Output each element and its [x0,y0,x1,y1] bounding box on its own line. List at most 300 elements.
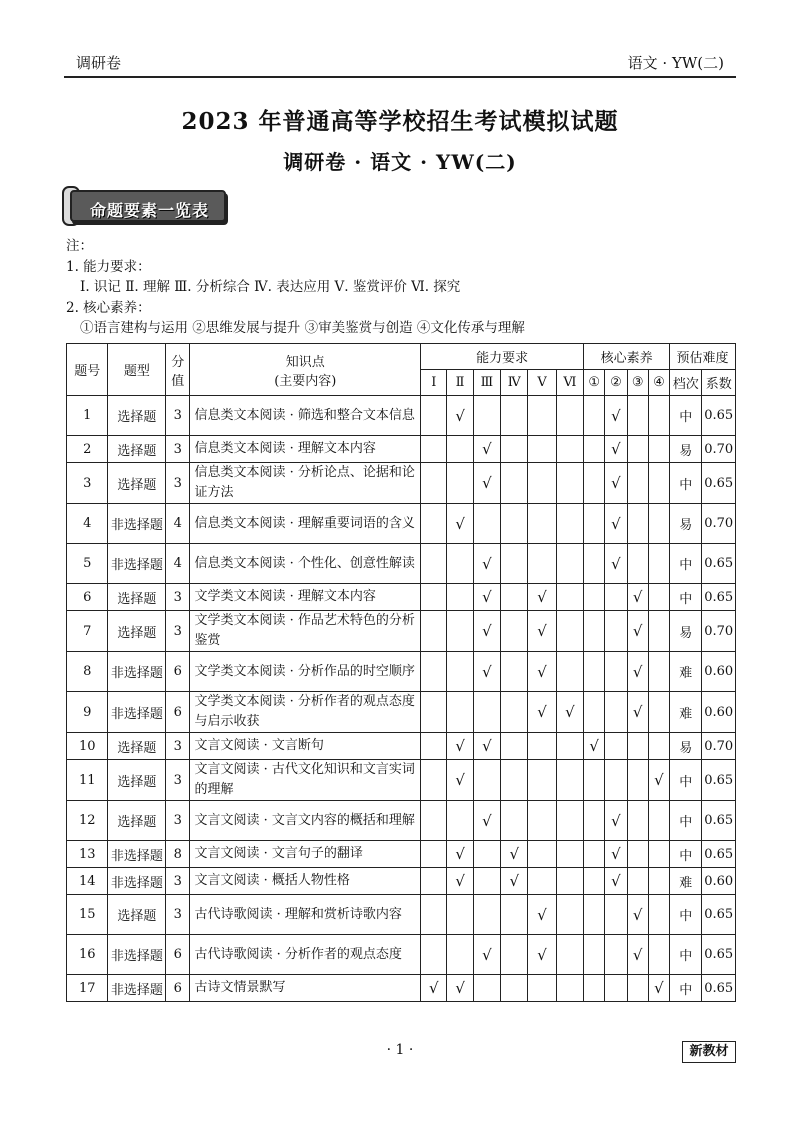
core-cell [627,975,648,1002]
difficulty-level: 中 [670,801,702,841]
banner-box [70,190,226,222]
core-check-mark: √ [627,895,648,935]
ability-cell [473,975,500,1002]
note-core-heading: 2. 核心素养： [66,299,151,316]
question-type: 选择题 [108,760,166,801]
difficulty-level: 难 [670,868,702,895]
header-knowledge-title: 知识点 [285,354,325,370]
question-number: 14 [67,868,108,895]
ability-cell [528,463,556,504]
difficulty-coefficient: 0.70 [702,733,736,760]
core-cell [584,463,605,504]
core-check-mark: √ [605,868,627,895]
question-number: 12 [67,801,108,841]
question-type: 选择题 [108,895,166,935]
question-type: 选择题 [108,733,166,760]
core-cell [605,733,627,760]
table-row [67,975,736,1002]
ability-check-mark: √ [556,692,583,733]
table-row [67,733,736,760]
ability-cell [421,935,447,975]
table-row [67,584,736,611]
question-number: 9 [67,692,108,733]
ability-cell [556,504,583,544]
question-score: 6 [166,975,190,1002]
question-score: 3 [166,584,190,611]
ability-cell [528,841,556,868]
question-type: 非选择题 [108,692,166,733]
table-row [67,868,736,895]
question-type: 非选择题 [108,841,166,868]
page-title: 2023 年普通高等学校招生考试模拟试题 [181,108,619,135]
question-score: 3 [166,733,190,760]
difficulty-coefficient: 0.65 [702,396,736,436]
ability-cell [473,692,500,733]
ability-check-mark: √ [528,611,556,652]
core-cell [648,544,669,584]
knowledge-point: 信息类文本阅读 · 理解重要词语的含义 [190,504,421,544]
difficulty-level: 中 [670,544,702,584]
difficulty-coefficient: 0.65 [702,463,736,504]
question-score: 3 [166,801,190,841]
core-cell [605,975,627,1002]
core-cell [648,652,669,692]
question-type: 非选择题 [108,868,166,895]
header-score: 分值 [166,344,190,396]
core-cell [584,436,605,463]
ability-check-mark: √ [528,692,556,733]
ability-cell [556,760,583,801]
ability-check-mark: √ [473,436,500,463]
core-cell [584,760,605,801]
ability-cell [473,396,500,436]
core-cell [648,584,669,611]
core-check-mark: √ [605,504,627,544]
knowledge-point: 信息类文本阅读 · 分析论点、论据和论证方法 [190,463,421,504]
ability-cell [421,895,447,935]
difficulty-level: 易 [670,504,702,544]
ability-cell [447,692,473,733]
note-ability-detail: Ⅰ. 识记 Ⅱ. 理解 Ⅲ. 分析综合 Ⅳ. 表达应用 Ⅴ. 鉴赏评价 Ⅵ. 探究 [80,279,461,295]
core-check-mark: √ [648,975,669,1002]
difficulty-level: 中 [670,975,702,1002]
difficulty-level: 难 [670,692,702,733]
ability-cell [447,544,473,584]
ability-cell [473,841,500,868]
header-difficulty: 预估难度 [670,344,736,370]
note-ability-heading: 1. 能力要求： [66,258,151,275]
knowledge-point: 文言文阅读 · 文言断句 [190,733,421,760]
question-type: 非选择题 [108,935,166,975]
header-rule [64,76,736,78]
core-cell [605,760,627,801]
question-type: 选择题 [108,584,166,611]
core-cell [648,868,669,895]
ability-cell [421,733,447,760]
ability-cell [528,801,556,841]
core-cell [627,760,648,801]
ability-cell [501,692,528,733]
core-cell [584,868,605,895]
difficulty-coefficient: 0.65 [702,584,736,611]
note-core-detail: ①语言建构与运用 ②思维发展与提升 ③审美鉴赏与创造 ④文化传承与理解 [80,320,525,336]
knowledge-point: 文学类文本阅读 · 作品艺术特色的分析鉴赏 [190,611,421,652]
header-ability-col: Ⅳ [501,370,528,396]
header-num: 题号 [67,344,108,396]
ability-cell [447,611,473,652]
header-ability-col: Ⅵ [556,370,583,396]
question-number: 4 [67,504,108,544]
header-ability-col: Ⅲ [473,370,500,396]
edition-badge: 新教材 [682,1041,736,1063]
core-check-mark: √ [605,436,627,463]
ability-cell [421,436,447,463]
ability-cell [528,868,556,895]
question-score: 8 [166,841,190,868]
header-left-label: 调研卷 [76,54,122,72]
table-row [67,611,736,652]
table-row [67,652,736,692]
ability-cell [556,584,583,611]
difficulty-coefficient: 0.65 [702,841,736,868]
core-cell [605,652,627,692]
ability-cell [501,611,528,652]
header-knowledge [190,344,421,396]
knowledge-point: 古代诗歌阅读 · 理解和赏析诗歌内容 [190,895,421,935]
ability-check-mark: √ [528,935,556,975]
difficulty-coefficient: 0.65 [702,935,736,975]
core-check-mark: √ [627,611,648,652]
question-number: 10 [67,733,108,760]
core-cell [584,975,605,1002]
section-banner [62,186,226,224]
ability-cell [528,504,556,544]
core-cell [627,436,648,463]
ability-check-mark: √ [447,841,473,868]
core-check-mark: √ [605,463,627,504]
ability-cell [528,760,556,801]
difficulty-level: 中 [670,895,702,935]
ability-cell [447,801,473,841]
page-subtitle: 调研卷 · 语文 · YW(二) [283,150,517,174]
header-diff-col: 档次 [670,370,702,396]
ability-check-mark: √ [473,544,500,584]
core-check-mark: √ [584,733,605,760]
table-row [67,544,736,584]
question-score: 3 [166,463,190,504]
notes-label: 注： [66,238,93,254]
ability-check-mark: √ [528,895,556,935]
difficulty-coefficient: 0.65 [702,544,736,584]
knowledge-point: 古诗文情景默写 [190,975,421,1002]
core-cell [584,935,605,975]
difficulty-level: 中 [670,841,702,868]
question-score: 3 [166,760,190,801]
ability-cell [473,868,500,895]
ability-cell [528,733,556,760]
core-cell [584,504,605,544]
ability-check-mark: √ [473,584,500,611]
ability-cell [473,504,500,544]
ability-cell [528,396,556,436]
ability-cell [421,760,447,801]
question-type: 非选择题 [108,544,166,584]
question-score: 6 [166,935,190,975]
notes-block [66,236,525,339]
question-type: 非选择题 [108,504,166,544]
ability-cell [447,895,473,935]
table-row [67,396,736,436]
knowledge-point: 文学类文本阅读 · 分析作者的观点态度与启示收获 [190,692,421,733]
ability-cell [501,584,528,611]
question-number: 2 [67,436,108,463]
ability-cell [501,652,528,692]
header-core-col: ① [584,370,605,396]
knowledge-point: 文言文阅读 · 文言文内容的概括和理解 [190,801,421,841]
ability-cell [501,504,528,544]
ability-check-mark: √ [447,396,473,436]
ability-cell [501,760,528,801]
difficulty-level: 易 [670,611,702,652]
question-number: 11 [67,760,108,801]
ability-cell [556,895,583,935]
core-cell [648,463,669,504]
ability-cell [421,504,447,544]
question-number: 6 [67,584,108,611]
ability-cell [421,611,447,652]
core-cell [648,436,669,463]
question-number: 17 [67,975,108,1002]
core-cell [584,584,605,611]
ability-cell [556,801,583,841]
ability-cell [556,975,583,1002]
ability-cell [501,544,528,584]
knowledge-point: 文学类文本阅读 · 分析作品的时空顺序 [190,652,421,692]
ability-cell [421,396,447,436]
ability-cell [556,652,583,692]
core-check-mark: √ [627,935,648,975]
core-check-mark: √ [627,692,648,733]
core-cell [627,841,648,868]
question-type: 选择题 [108,396,166,436]
core-cell [584,396,605,436]
difficulty-level: 难 [670,652,702,692]
ability-cell [473,895,500,935]
core-cell [627,504,648,544]
table-row [67,841,736,868]
ability-cell [473,760,500,801]
ability-cell [421,868,447,895]
core-cell [648,801,669,841]
header-core-col: ④ [648,370,669,396]
ability-cell [447,584,473,611]
difficulty-level: 中 [670,760,702,801]
difficulty-coefficient: 0.70 [702,436,736,463]
core-cell [648,841,669,868]
question-score: 3 [166,436,190,463]
banner-label: 命题要素一览表 [90,201,210,220]
ability-cell [556,841,583,868]
ability-cell [421,584,447,611]
core-cell [584,544,605,584]
ability-check-mark: √ [473,463,500,504]
table-row [67,801,736,841]
question-number: 16 [67,935,108,975]
question-type: 非选择题 [108,652,166,692]
core-check-mark: √ [605,544,627,584]
core-check-mark: √ [627,652,648,692]
page-number: · 1 · [386,1042,414,1058]
ability-cell [421,841,447,868]
difficulty-level: 中 [670,935,702,975]
question-number: 1 [67,396,108,436]
header-ability-col: Ⅰ [421,370,447,396]
core-cell [648,935,669,975]
question-score: 6 [166,652,190,692]
header-core-col: ③ [627,370,648,396]
core-cell [584,841,605,868]
question-score: 3 [166,868,190,895]
core-cell [627,733,648,760]
ability-cell [528,975,556,1002]
table-row [67,692,736,733]
knowledge-point: 文言文阅读 · 文言句子的翻译 [190,841,421,868]
question-type: 非选择题 [108,975,166,1002]
core-cell [648,895,669,935]
header-ability: 能力要求 [421,344,584,370]
question-number: 5 [67,544,108,584]
ability-check-mark: √ [473,652,500,692]
ability-check-mark: √ [447,504,473,544]
core-cell [648,692,669,733]
ability-check-mark: √ [501,868,528,895]
core-cell [605,935,627,975]
difficulty-coefficient: 0.65 [702,760,736,801]
ability-cell [501,895,528,935]
ability-cell [501,436,528,463]
header-core: 核心素养 [584,344,670,370]
question-type: 选择题 [108,436,166,463]
ability-cell [447,935,473,975]
ability-cell [421,692,447,733]
table-row [67,504,736,544]
ability-cell [556,868,583,895]
difficulty-level: 易 [670,733,702,760]
core-check-mark: √ [648,760,669,801]
table-row [67,760,736,801]
ability-cell [528,436,556,463]
table-row [67,895,736,935]
ability-cell [501,975,528,1002]
core-cell [584,895,605,935]
header-right-label: 语文 · YW(二) [627,54,724,72]
ability-check-mark: √ [473,611,500,652]
question-score: 4 [166,544,190,584]
ability-cell [556,544,583,584]
ability-check-mark: √ [447,868,473,895]
header-core-col: ② [605,370,627,396]
ability-check-mark: √ [447,975,473,1002]
ability-cell [447,463,473,504]
core-cell [648,733,669,760]
core-cell [605,584,627,611]
core-cell [584,611,605,652]
question-type: 选择题 [108,463,166,504]
core-cell [627,801,648,841]
knowledge-point: 文言文阅读 · 概括人物性格 [190,868,421,895]
question-score: 3 [166,611,190,652]
difficulty-coefficient: 0.70 [702,611,736,652]
core-cell [605,895,627,935]
difficulty-level: 易 [670,436,702,463]
difficulty-coefficient: 0.60 [702,868,736,895]
question-type: 选择题 [108,611,166,652]
core-cell [605,611,627,652]
running-header [64,50,736,76]
ability-check-mark: √ [421,975,447,1002]
knowledge-point: 文言文阅读 · 古代文化知识和文言实词的理解 [190,760,421,801]
ability-check-mark: √ [501,841,528,868]
ability-cell [556,611,583,652]
ability-check-mark: √ [473,935,500,975]
question-type: 选择题 [108,801,166,841]
difficulty-coefficient: 0.70 [702,504,736,544]
core-cell [627,396,648,436]
difficulty-coefficient: 0.60 [702,692,736,733]
core-cell [605,692,627,733]
core-cell [627,463,648,504]
table-row [67,463,736,504]
header-diff-col: 系数 [702,370,736,396]
ability-cell [556,935,583,975]
question-score: 6 [166,692,190,733]
ability-cell [528,544,556,584]
ability-cell [421,801,447,841]
question-score: 3 [166,895,190,935]
ability-check-mark: √ [528,584,556,611]
core-cell [584,801,605,841]
header-ability-col: Ⅱ [447,370,473,396]
ability-cell [501,733,528,760]
core-check-mark: √ [627,584,648,611]
ability-cell [421,463,447,504]
core-check-mark: √ [605,396,627,436]
ability-check-mark: √ [447,733,473,760]
core-cell [648,504,669,544]
core-cell [627,868,648,895]
knowledge-point: 信息类文本阅读 · 个性化、创意性解读 [190,544,421,584]
ability-cell [556,436,583,463]
ability-check-mark: √ [473,733,500,760]
ability-cell [421,652,447,692]
header-ability-col: Ⅴ [528,370,556,396]
core-cell [648,396,669,436]
knowledge-point: 信息类文本阅读 · 筛选和整合文本信息 [190,396,421,436]
question-number: 15 [67,895,108,935]
difficulty-level: 中 [670,463,702,504]
knowledge-point: 古代诗歌阅读 · 分析作者的观点态度 [190,935,421,975]
question-score: 4 [166,504,190,544]
question-number: 7 [67,611,108,652]
element-table [66,343,736,1002]
question-number: 8 [67,652,108,692]
core-check-mark: √ [605,801,627,841]
knowledge-point: 信息类文本阅读 · 理解文本内容 [190,436,421,463]
table-row [67,935,736,975]
question-score: 3 [166,396,190,436]
ability-cell [501,801,528,841]
difficulty-coefficient: 0.60 [702,652,736,692]
